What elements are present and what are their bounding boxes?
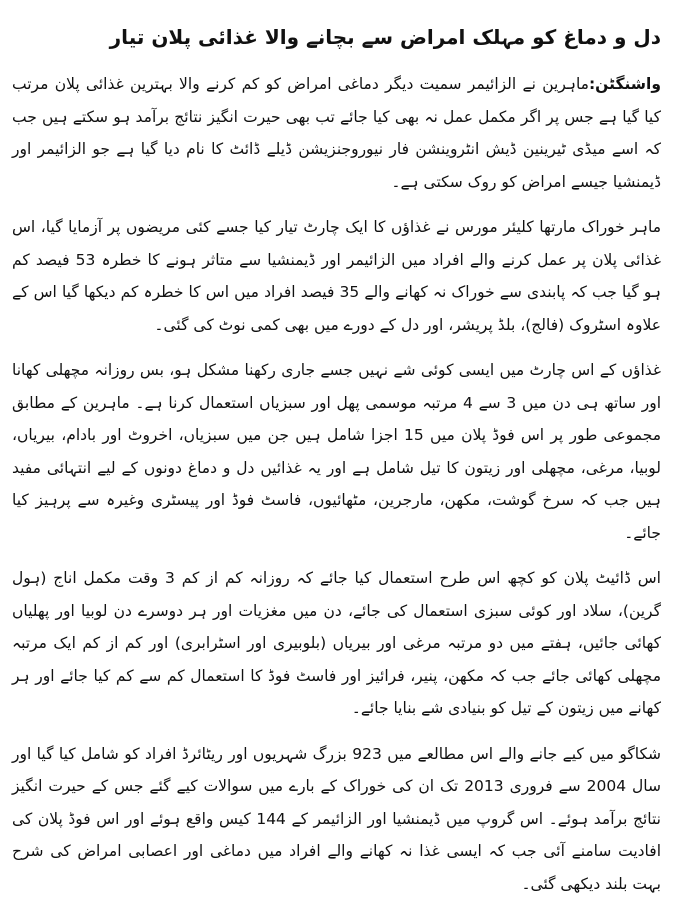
article-paragraph-3: غذاؤں کے اس چارٹ میں ایسی کوئی شے نہیں جسے جاری رکھنا مشکل ہو، بس روزانہ مچھلی کھانا اور ساتھ ہی دن میں 3 سے 4 مرتبہ موسمی پھل اور سبزیاں استعمال کرنا ہے۔ ماہرین کے مطابق مجموعی طور پر اس فوڈ پلان میں 15 اجزا شامل ہیں جن میں سبزیاں، اخروٹ اور بادام، بیریاں، لوبیا، مرغی، مچھلی اور زیتون کا تیل شامل ہے اور یہ غذائیں دل و دماغ دونوں کے لیے انتہائی مفید ہیں جب کہ سرخ گوشت، مکھن، مارجرین، مٹھائیوں، فاسٹ فوڈ اور پیسٹری وغیرہ سے پرہیز کیا جائے۔ — [12, 361, 661, 542]
article-paragraph-5: شکاگو میں کیے جانے والے اس مطالعے میں 923 بزرگ شہریوں اور ریٹائرڈ افراد کو شامل کیا گیا اور سال 2004 سے فروری 2013 تک ان کی خوراک کے بارے میں سوالات کیے گئے جس کے حیرت انگیز نتائج برآمد ہوئے۔ اس گروپ میں ڈیمنشیا اور الزائیمر کے 144 کیس واقع ہوئے اور اس فوڈ پلان کی افادیت سامنے آئی جب کہ ایسی غذا نہ کھانے والے افراد میں دماغی اور اعصابی امراض کی شرح بہت بلند دیکھی گئی۔ — [12, 744, 661, 893]
article-headline: دل و دماغ کو مہلک امراض سے بچانے والا غذائی پلان تیار — [109, 25, 661, 49]
article-paragraph-1 — [12, 68, 661, 198]
article-paragraph-1-text: ماہرین نے الزائیمر سمیت دیگر دماغی امراض کو کم کرنے والا بہترین غذائی پلان مرتب کیا گیا ہے جس پر اگر مکمل عمل نہ بھی کیا جائے تب بھی حیرت انگیز نتائج برآمد ہو سکتے ہیں جب کہ اسے میڈی ٹیرینین ڈیش انٹروینشن فار نیوروجنزیشن ڈیلے ڈائٹ کا نام دیا گیا ہے جو الزائیمر اور ڈیمنشیا جیسے امراض کو روک سکتی ہے۔ — [12, 75, 661, 191]
article-paragraph-4: اس ڈائیٹ پلان کو کچھ اس طرح استعمال کیا جائے کہ روزانہ کم از کم 3 وقت مکمل اناج (ہول گرین)، سلاد اور کوئی سبزی استعمال کی جائے، دن میں مغزیات اور ہر دوسرے دن لوبیا اور پھلیاں کھائی جائیں، ہفتے میں دو مرتبہ مرغی اور بیریاں (بلوبیری اور اسٹرابری) اور کم از کم ایک مرتبہ مچھلی کھائی جائے جب کہ مکھن، پنیر، فرائیز اور فاسٹ فوڈ کا استعمال کم سے کم کیا جائے اور ہر کھانے میں زیتون کے تیل کو بنیادی شے بنایا جائے۔ — [12, 569, 661, 717]
article-dateline: واشنگٹن: — [588, 75, 661, 93]
article-paragraph-2: ماہر خوراک مارتھا کلیئر مورس نے غذاؤں کا ایک چارٹ تیار کیا جسے کئی مریضوں پر آزمایا گیا، اس غذائی پلان پر عمل کرنے والے افراد میں الزائیمر اور ڈیمنشیا سے متاثر ہونے کا خطرہ 53 فیصد کم ہو گیا جب کہ پابندی سے خوراک نہ کھانے والے 35 فیصد افراد میں اس کا خطرہ کم دیکھا گیا اس کے علاوہ اسٹروک (فالج)، بلڈ پریشر، اور دل کے دورے میں بھی کمی نوٹ کی گئی۔ — [12, 218, 661, 334]
